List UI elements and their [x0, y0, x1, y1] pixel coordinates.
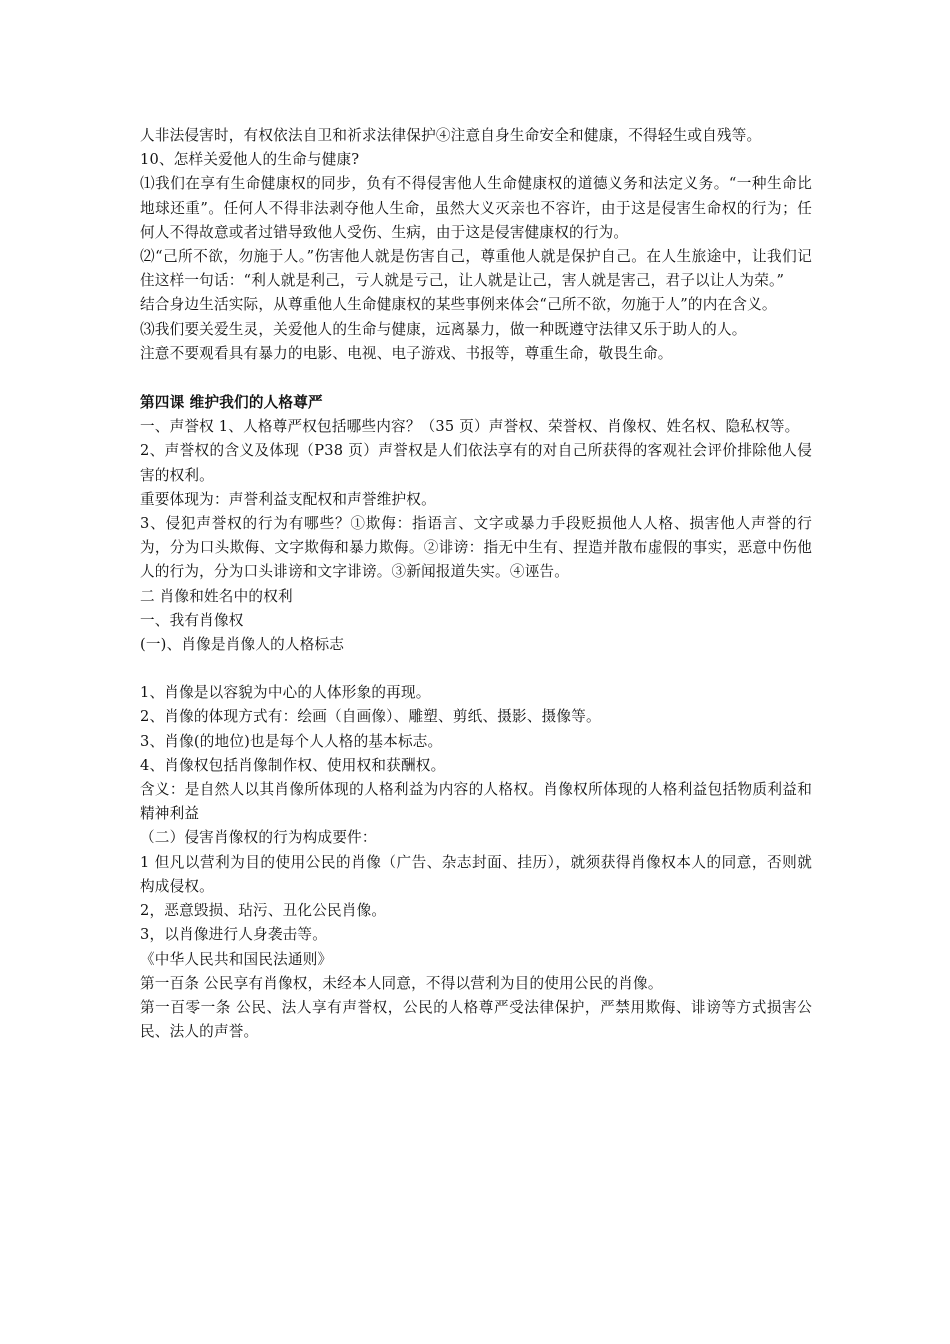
lesson-heading: 第四课 维护我们的人格尊严: [140, 394, 323, 412]
paragraph-portrait-meaning: 含义：是自然人以其肖像所体现的人格利益为内容的人格权。肖像权所体现的人格利益包括物质利益和精神利益: [140, 781, 812, 823]
paragraph-point-1: ⑴我们在享有生命健康权的同步，负有不得侵害他人生命健康权的道德义务和法定义务。“一种生命比地球还重”。任何人不得非法剥夺他人生命，虽然大义灭亲也不容许，由于这是侵害生命权的行为；任何人不得故意或者过错导致他人受伤、生病，由于这是侵害健康权的行为。: [140, 175, 812, 241]
paragraph-point-3: ⑶我们要关爱生灵，关爱他人的生命与健康，远离暴力，做一种既遵守法律又乐于助人的人。: [140, 320, 747, 338]
paragraph-reputation-violations: 3、侵犯声誉权的行为有哪些？①欺侮：指语言、文字或暴力手段贬损他人人格、损害他人声誉的行为，分为口头欺侮、文字欺侮和暴力欺侮。②诽谤：指无中生有、捏造并散布虚假的事实，恶意中伤他人的行为，分为口头诽谤和文字诽谤。③新闻报道失实。④诬告。: [140, 515, 812, 581]
paragraph-reputation-manifestation: 重要体现为：声誉利益支配权和声誉维护权。: [140, 490, 436, 508]
list-item-infringement-3: 3，以肖像进行人身袭击等。: [140, 926, 328, 944]
section-spacer: [140, 366, 812, 391]
list-item-portrait-3: 3、肖像(的地位)也是每个人人格的基本标志。: [140, 732, 443, 750]
subsection-portrait-right: 一、我有肖像权: [140, 611, 244, 629]
list-item-infringement-2: 2，恶意毁损、玷污、丑化公民肖像。: [140, 902, 387, 920]
document-page: [140, 124, 812, 1044]
paragraph-note: 注意不要观看具有暴力的电影、电视、电子游戏、书报等，尊重生命，敬畏生命。: [140, 344, 673, 362]
paragraph-point-2: ⑵“己所不欲，勿施于人。”伤害他人就是伤害自己，尊重他人就是保护自己。在人生旅途中，让我们记住这样一句话：“利人就是利己，亏人就是亏己，让人就是让己，害人就是害己，君子以让人为荣。”: [140, 248, 812, 290]
paragraph-self-protection: 人非法侵害时，有权依法自卫和祈求法律保护④注意自身生命安全和健康，不得轻生或自残等。: [140, 127, 762, 144]
paragraph-spacer: [140, 657, 812, 681]
list-item-portrait-4: 4、肖像权包括肖像制作权、使用权和获酬权。: [140, 756, 446, 774]
subsection-portrait-name: 二 肖像和姓名中的权利: [140, 587, 293, 605]
law-article-100: 第一百条 公民享有肖像权，未经本人同意，不得以营利为目的使用公民的肖像。: [140, 974, 663, 992]
paragraph-reflection: 结合身边生活实际，从尊重他人生命健康权的某些事例来体会“己所不欲，勿施于人”的内在含义。: [140, 296, 777, 314]
law-article-101: 第一百零一条 公民、法人享有声誉权，公民的人格尊严受法律保护，严禁用欺侮、诽谤等方式损害公民、法人的声誉。: [140, 998, 812, 1041]
paragraph-dignity-rights: 一、声誉权 1、人格尊严权包括哪些内容？（35 页）声誉权、荣誉权、肖像权、姓名权、隐私权等。: [140, 418, 800, 436]
law-title: 《中华人民共和国民法通则》: [140, 950, 333, 968]
list-item-portrait-2: 2、肖像的体现方式有：绘画（自画像）、雕塑、剪纸、摄影、摄像等。: [140, 708, 601, 726]
question-10: 10、怎样关爱他人的生命与健康?: [140, 151, 360, 169]
subsection-portrait-symbol: (一)、肖像是肖像人的人格标志: [140, 636, 345, 654]
paragraph-reputation-definition: 2、声誉权的含义及体现（P38 页）声誉权是人们依法享有的对自己所获得的客观社会评价排除他人侵害的权利。: [140, 442, 812, 484]
list-item-portrait-1: 1、肖像是以容貌为中心的人体形象的再现。: [140, 684, 431, 702]
list-item-infringement-1: 1 但凡以营利为目的使用公民的肖像（广告、杂志封面、挂历），就须获得肖像权本人的同意，否则就构成侵权。: [140, 853, 812, 895]
subsection-infringement-elements: （二）侵害肖像权的行为构成要件：: [140, 829, 377, 847]
